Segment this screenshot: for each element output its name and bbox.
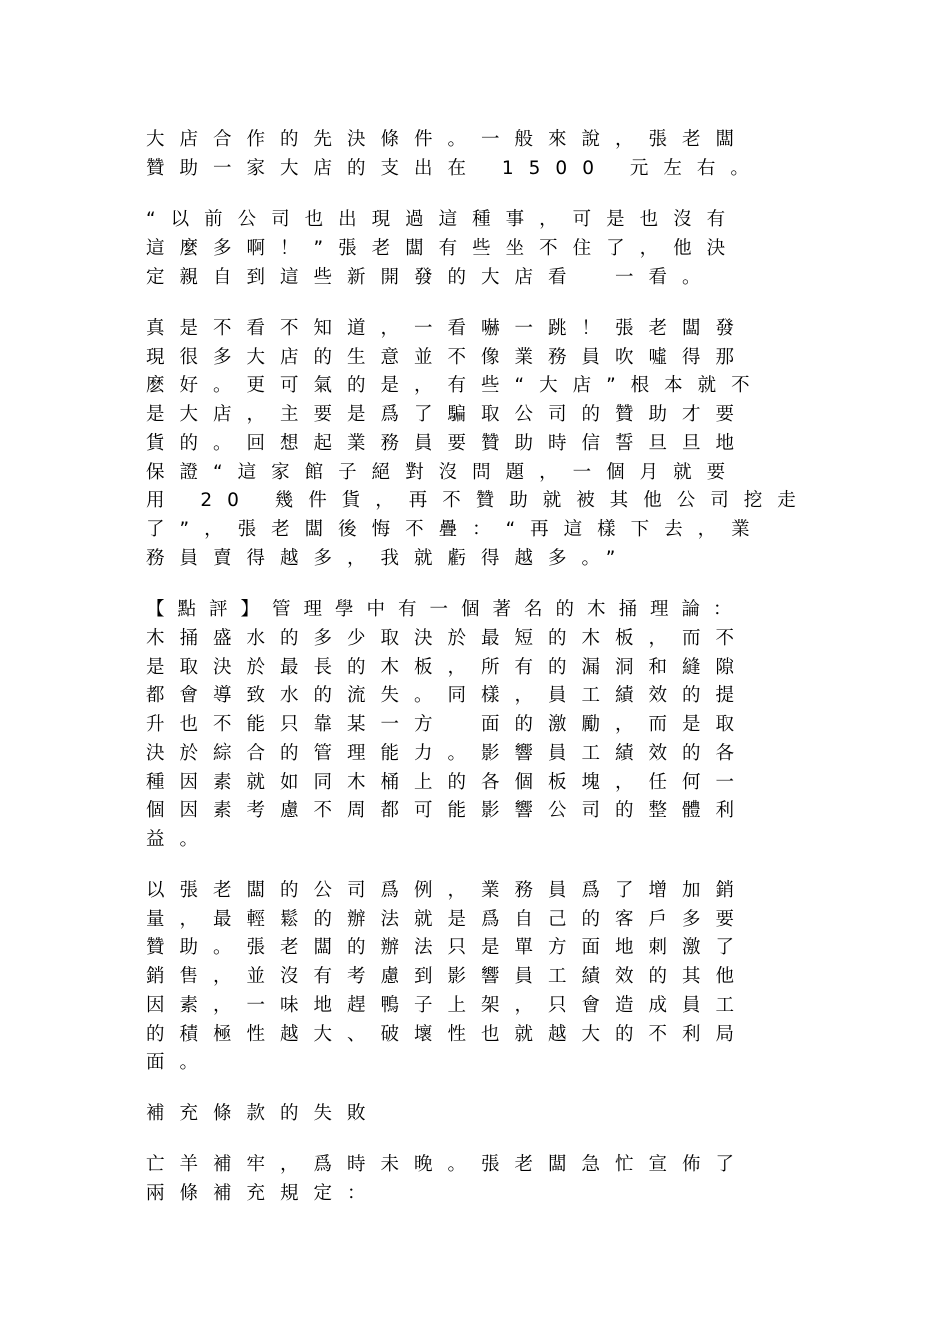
text-line: 是大店，主要是爲了騙取公司的贊助才要 (146, 404, 750, 425)
text-line: 個因素考慮不周都可能影響公司的整體利 (146, 800, 750, 821)
text-line: 麽好。更可氣的是，有些“大店”根本就不 (146, 375, 765, 396)
text-line: 面。 (146, 1052, 214, 1073)
text-line: “以前公司也出現過這種事，可是也沒有 (146, 209, 741, 230)
text-line: 益。 (146, 829, 214, 850)
text-line: 量，最輕鬆的辦法就是爲自己的客戶多要 (146, 909, 750, 930)
text-line: 因素，一味地趕鴨子上架，只會造成員工 (146, 995, 750, 1016)
text-line: 這麼多啊！”張老闆有些坐不住了，他決 (146, 238, 741, 259)
text-line: 種因素就如同木桶上的各個板塊，任何一 (146, 772, 750, 793)
text-line: 升也不能只靠某一方 面的激勵，而是取 (146, 714, 750, 735)
text-line: 務員賣得越多，我就虧得越多。” (146, 548, 631, 569)
text-line: 贊助。張老闆的辦法只是單方面地刺激了 (146, 937, 750, 958)
text-line: 都會導致水的流失。同樣，員工績效的提 (146, 685, 750, 706)
text-line: 以張老闆的公司爲例，業務員爲了增加銷 (146, 880, 750, 901)
text-line: 決於綜合的管理能力。影響員工績效的各 (146, 743, 750, 764)
text-line: 兩條補充規定： (146, 1183, 381, 1204)
text-line: 補充條款的失敗 (146, 1103, 381, 1124)
text-line: 【點評】管理學中有一個著名的木捅理論： (146, 599, 745, 620)
text-line: 真是不看不知道，一看嚇一跳！張老闆發 (146, 318, 750, 339)
text-line: 保證“這家館子絕對沒問題，一個月就要 (146, 462, 741, 483)
text-line: 是取決於最長的木板，所有的漏洞和縫隙 (146, 657, 750, 678)
text-line: 贊助一家大店的支出在 1500 元左右。 (146, 158, 764, 179)
text-line: 定親自到這些新開發的大店看 一看。 (146, 267, 716, 288)
text-line: 現很多大店的生意並不像業務員吹噓得那 (146, 347, 750, 368)
text-line: 用 20 幾件貨，再不贊助就被其他公司挖走 (146, 490, 811, 511)
text-line: 貨的。回想起業務員要贊助時信誓旦旦地 (146, 433, 750, 454)
text-line: 木捅盛水的多少取決於最短的木板，而不 (146, 628, 750, 649)
text-line: 亡羊補牢，爲時未晚。張老闆急忙宣佈了 (146, 1154, 750, 1175)
text-line: 的積極性越大、破壞性也就越大的不利局 (146, 1024, 750, 1045)
text-line: 大店合作的先決條件。一般來說，張老闆 (146, 129, 750, 150)
text-line: 銷售，並沒有考慮到影響員工績效的其他 (146, 966, 750, 987)
text-line: 了”，張老闆後悔不疊：“再這樣下去，業 (146, 519, 765, 540)
